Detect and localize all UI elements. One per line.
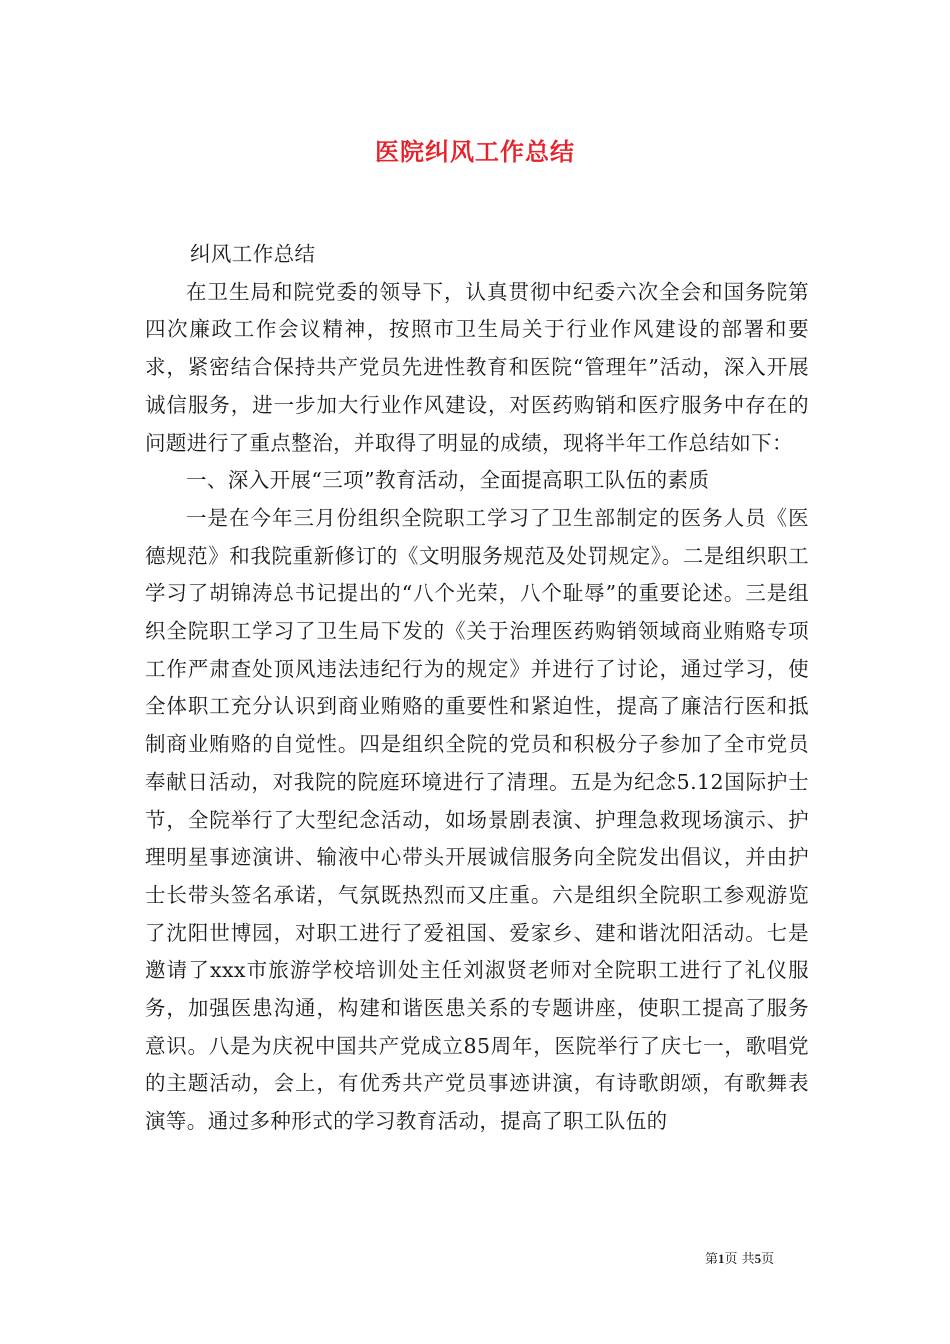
subheading: 纠风工作总结 [190,242,316,266]
footer-current-page: 1 [718,1251,725,1266]
section-heading: 一、深入开展“三项”教育活动，全面提高职工队伍的素质 [186,468,710,493]
footer-suffix: 页 [761,1252,775,1267]
footer-total-pages: 5 [754,1251,762,1266]
page-number-footer [705,1248,815,1267]
paragraph-activities: 一是在今年三月份组织全院职工学习了卫生部制定的医务人员《医德规范》和我院重新修订的《文明服务规范及处罚规定》。二是组织职工学习了胡锦涛总书记提出的“八个光荣，八个耻辱”的重要论述。三是组织全院职工学习了卫生局下发的《关于治理医药购销领域商业贿赂专项工作严肃查处顶风违法违纪行为的规定》并进行了讨论，通过学习，使全体职工充分认识到商业贿赂的重要性和紧迫性，提高了廉洁行医和抵制商业贿赂的自觉性。四是组织全院的党员和积极分子参加了全市党员奉献日活动，对我院的院庭环境进行了清理。五是为纪念5.12国际护士节，全院举行了大型纪念活动，如场景剧表演、护理急救现场演示、护理明星事迹演讲、输液中心带头开展诚信服务向全院发出倡议，并由护士长带头签名承诺，气氛既热烈而又庄重。六是组织全院职工参观游览了沈阳世博园，对职工进行了爱祖国、爱家乡、建和谐沈阳活动。七是邀请了xxx市旅游学校培训处主任刘淑贤老师对全院职工进行了礼仪服务，加强医患沟通，构建和谐医患关系的专题讲座，使职工提高了服务意识。八是为庆祝中国共产党成立85周年，医院举行了庆七一，歌唱党的主题活动，会上，有优秀共产党员事迹讲演，有诗歌朗颂，有歌舞表演等。通过多种形式的学习教育活动，提高了职工队伍的 [145,505,809,1134]
footer-prefix: 第 [705,1252,719,1267]
document-body [145,236,809,1141]
document-title: 医院纠风工作总结 [375,137,575,166]
footer-middle: 页 共 [724,1252,755,1267]
paragraph-intro: 在卫生局和院党委的领导下，认真贯彻中纪委六次全会和国务院第四次廉政工作会议精神，按照市卫生局关于行业作风建设的部署和要求，紧密结合保持共产党员先进性教育和医院“管理年”活动，深入开展诚信服务，进一步加大行业作风建设，对医药购销和医疗服务中存在的问题进行了重点整治，并取得了明显的成绩，现将半年工作总结如下： [145,279,809,455]
